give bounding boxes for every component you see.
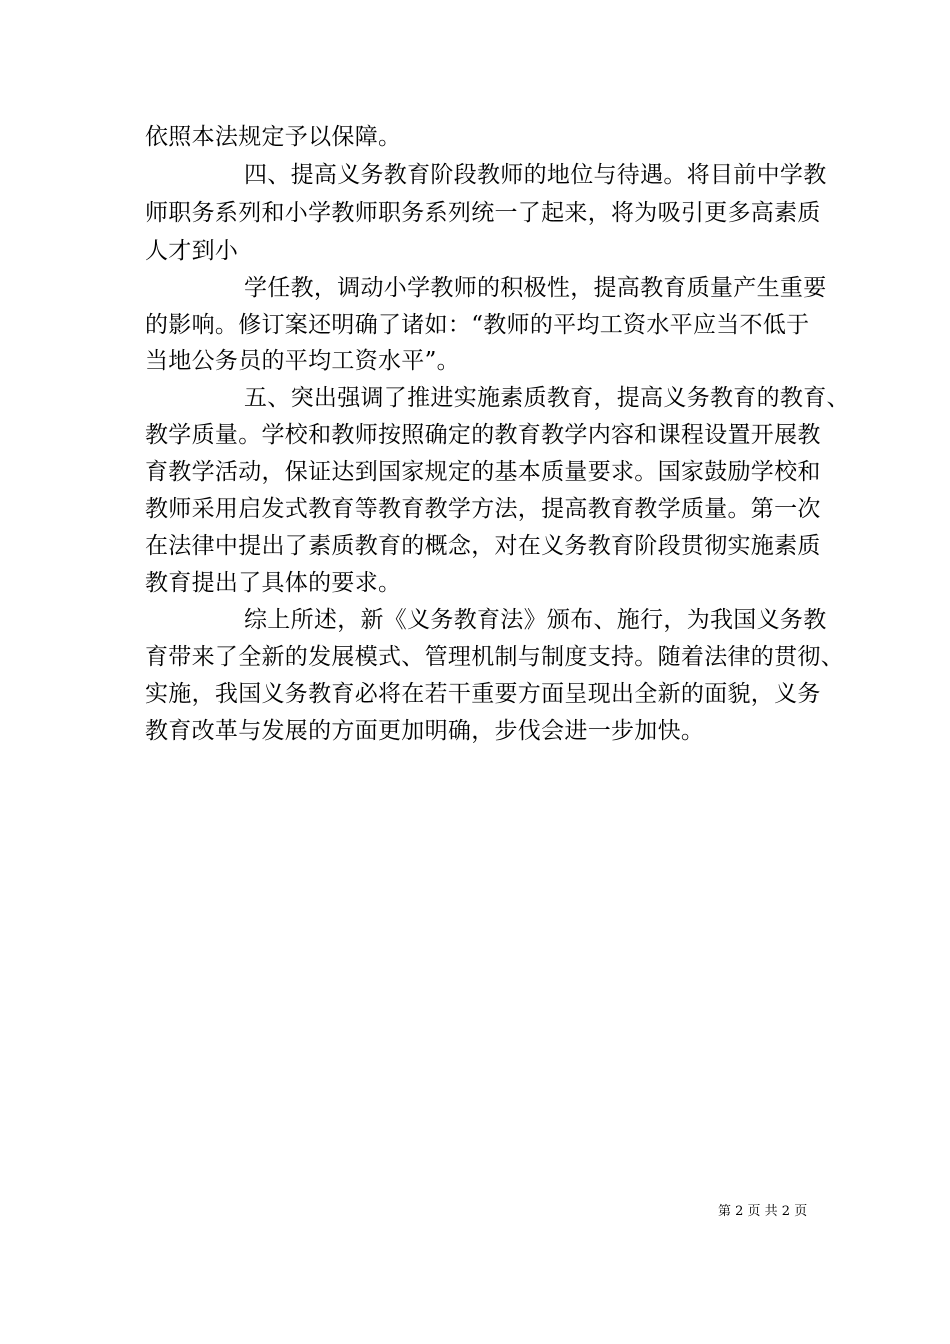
text-line: 教学质量。学校和教师按照确定的教育教学内容和课程设置开展教	[145, 422, 821, 448]
text-line: 学任教，调动小学教师的积极性，提高教育质量产生重要	[244, 275, 827, 301]
text-line: 的影响。修订案还明确了诸如：“教师的平均工资水平应当不低于	[145, 312, 810, 338]
text-line: 育带来了全新的发展模式、管理机制与制度支持。随着法律的贯彻、	[145, 644, 844, 670]
text-line: 教育改革与发展的方面更加明确，步伐会进一步加快。	[145, 718, 705, 744]
text-line: 育教学活动，保证达到国家规定的基本质量要求。国家鼓励学校和	[145, 459, 821, 485]
text-line: 在法律中提出了素质教育的概念，对在义务教育阶段贯彻实施素质	[145, 533, 821, 559]
text-line: 教师采用启发式教育等教育教学方法，提高教育教学质量。第一次	[145, 496, 821, 522]
text-line: 人才到小	[145, 238, 239, 264]
paragraph-5-first-line: 五、突出强调了推进实施素质教育，提高义务教育的教育、	[244, 385, 850, 411]
text-line: 依照本法规定予以保障。	[145, 124, 402, 150]
text-line: 教育提出了具体的要求。	[145, 570, 402, 596]
text-line: 师职务系列和小学教师职务系列统一了起来，将为吸引更多高素质	[145, 200, 821, 226]
text-line: 当地公务员的平均工资水平”。	[145, 348, 460, 374]
text-line: 实施，我国义务教育必将在若干重要方面呈现出全新的面貌，义务	[145, 681, 821, 707]
conclusion-first-line: 综上所述，新《义务教育法》颁布、施行，为我国义务教	[244, 607, 827, 633]
page-number: 第 2 页 共 2 页	[718, 1204, 808, 1219]
paragraph-4-first-line: 四、提高义务教育阶段教师的地位与待遇。将目前中学教	[244, 162, 827, 188]
